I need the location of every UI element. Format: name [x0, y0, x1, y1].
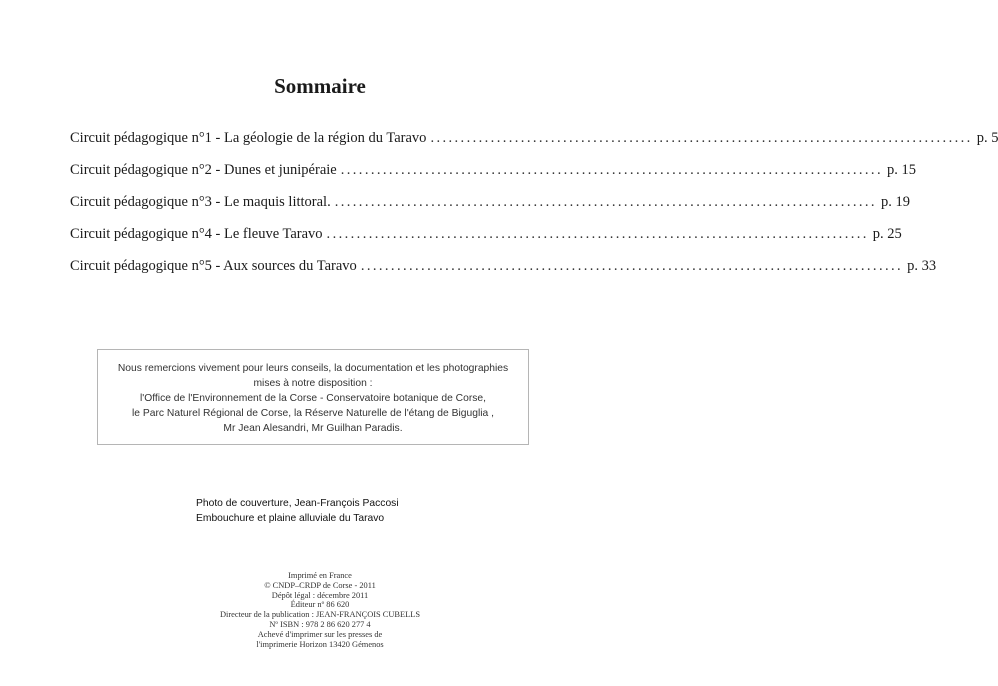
toc-entry-page: p. 19	[880, 194, 910, 210]
toc-entry-label: Circuit pédagogique n°5 - Aux sources du Taravo	[70, 258, 357, 274]
toc-entry-label: Circuit pédagogique n°1 - La géologie de la région du Taravo	[70, 130, 427, 146]
acknowledgements-line: Mr Jean Alesandri, Mr Guilhan Paradis.	[223, 423, 403, 434]
colophon-line: Dépôt légal : décembre 2011	[271, 590, 369, 600]
toc-entry-label: Circuit pédagogique n°3 - Le maquis littoral.	[70, 194, 331, 210]
toc-leader-dots: ..........................................................................................	[360, 258, 904, 274]
toc-entry[interactable]	[70, 258, 937, 290]
toc-entry[interactable]	[70, 162, 916, 194]
toc-entry-label: Circuit pédagogique n°2 - Dunes et junipéraie	[70, 162, 337, 178]
toc-entry-label: Circuit pédagogique n°4 - Le fleuve Taravo	[70, 226, 323, 242]
toc-entry[interactable]	[70, 226, 902, 258]
photo-credit-line: Embouchure et plaine alluviale du Taravo	[196, 513, 385, 524]
colophon-line: Directeur de la publication : JEAN-FRANÇOIS CUBELLS	[219, 610, 421, 620]
photo-credit	[196, 496, 399, 526]
colophon-line: © CNDP–CRDP de Corse - 2011	[264, 580, 376, 590]
acknowledgements-line: Nous remercions vivement pour leurs conseils, la documentation et les photographies	[117, 363, 509, 374]
toc-leader-dots: ..........................................................................................	[326, 226, 869, 242]
toc-leader-dots: ..........................................................................................	[340, 162, 883, 178]
toc-entry-page: p. 25	[872, 226, 902, 242]
page-title: Sommaire	[274, 74, 366, 98]
colophon-line: l'imprimerie Horizon 13420 Gémenos	[256, 639, 384, 649]
photo-credit-line: Photo de couverture, Jean-François Paccosi	[196, 498, 399, 509]
acknowledgements-line: l'Office de l'Environnement de la Corse - Conservatoire botanique de Corse,	[139, 393, 486, 404]
colophon-line: Achevé d'imprimer sur les presses de	[257, 629, 383, 639]
acknowledgements-line: le Parc Naturel Régional de Corse, la Réserve Naturelle de l'étang de Biguglia ,	[132, 408, 494, 419]
table-of-contents	[70, 130, 998, 290]
toc-leader-dots: ..........................................................................................	[334, 194, 877, 210]
toc-entry-page: p. 15	[886, 162, 916, 178]
toc-entry-page: p. 5	[976, 130, 998, 146]
toc-entry-page: p. 33	[907, 258, 937, 274]
toc-entry[interactable]	[70, 130, 998, 162]
colophon-line: Nº ISBN : 978 2 86 620 277 4	[269, 619, 371, 629]
colophon	[0, 571, 640, 649]
toc-entry[interactable]	[70, 194, 910, 226]
acknowledgements-line: mises à notre disposition :	[253, 378, 373, 389]
toc-leader-dots: ..........................................................................................	[430, 130, 973, 146]
colophon-line: Éditeur nº 86 620	[290, 600, 350, 610]
colophon-line: Imprimé en France	[288, 571, 352, 580]
acknowledgements-box	[97, 349, 529, 445]
